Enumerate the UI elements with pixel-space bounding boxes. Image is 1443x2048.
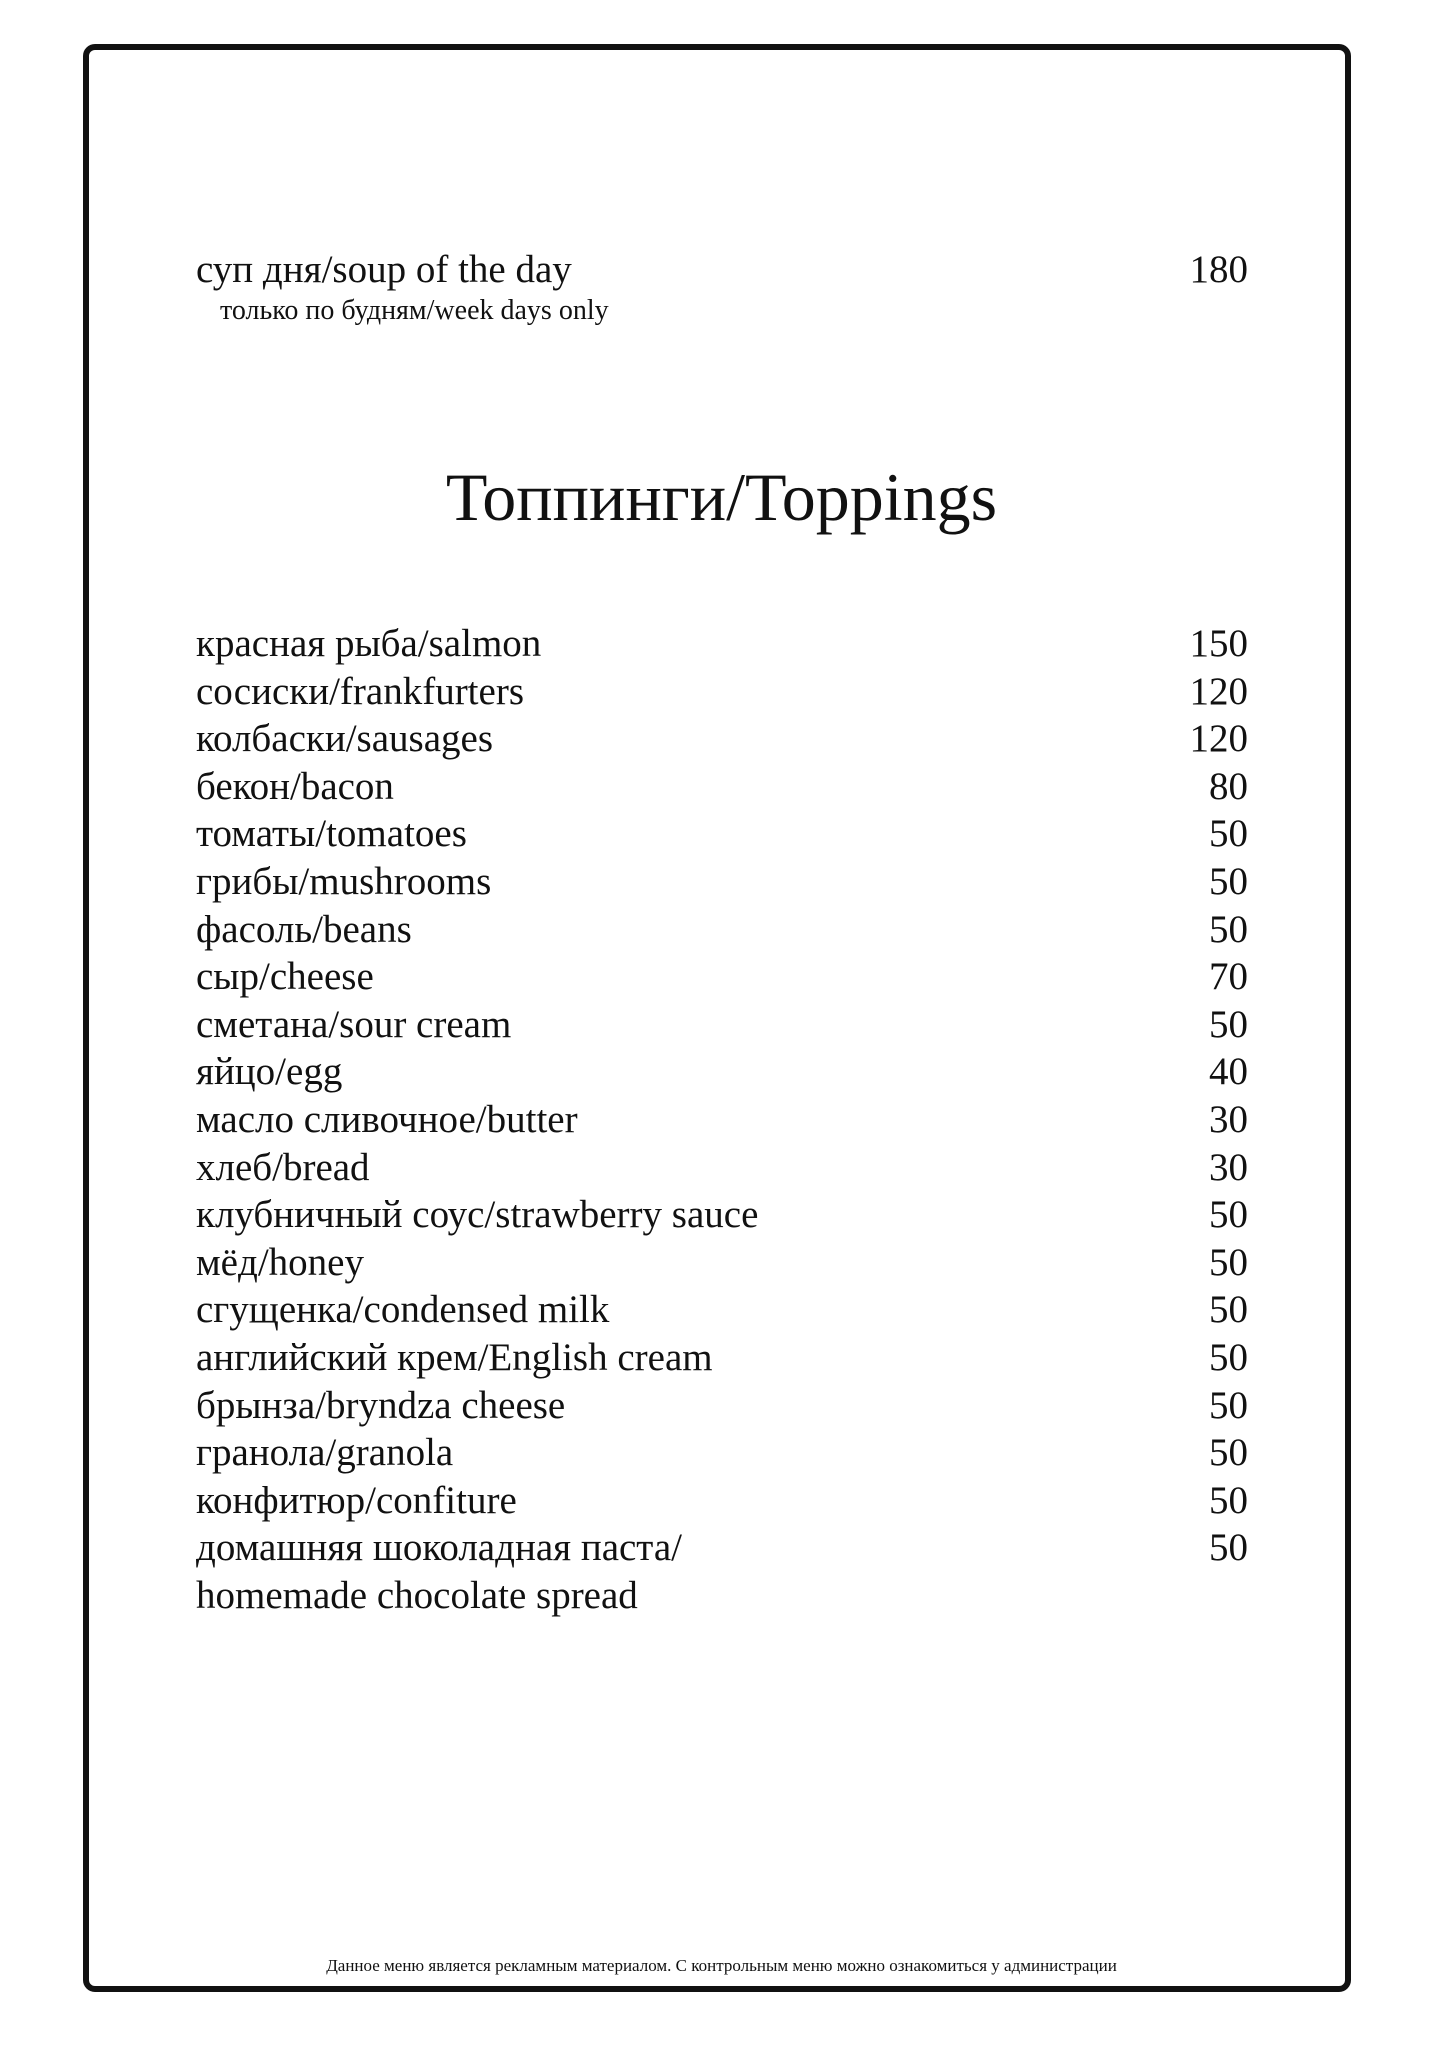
topping-price: 50 — [1209, 1193, 1248, 1237]
topping-price: 50 — [1209, 1240, 1248, 1284]
topping-name: сметана/sour cream — [196, 1002, 512, 1046]
topping-price: 30 — [1209, 1097, 1248, 1141]
topping-price: 70 — [1209, 955, 1248, 999]
toppings-list — [196, 620, 1248, 1619]
footer-disclaimer: Данное меню является рекламным материалом. С контрольным меню можно ознакомиться у администрации — [326, 1956, 1117, 1975]
topping-row — [196, 620, 1248, 668]
topping-name: сыр/cheese — [196, 955, 374, 999]
topping-price: 50 — [1209, 1335, 1248, 1379]
topping-name: фасоль/beans — [196, 907, 412, 951]
topping-row — [196, 1096, 1248, 1144]
topping-name: домашняя шоколадная паста/ homemade chocolate spread — [196, 1526, 682, 1617]
topping-name: сосиски/frankfurters — [196, 669, 524, 713]
topping-price: 50 — [1209, 1002, 1248, 1046]
topping-row — [196, 1191, 1248, 1239]
topping-price: 50 — [1209, 1383, 1248, 1427]
topping-name: гранола/granola — [196, 1431, 454, 1475]
soup-note: только по будням/week days only — [220, 295, 609, 326]
soup-name: суп дня/soup of the day — [196, 248, 572, 291]
topping-row — [196, 858, 1248, 906]
topping-row — [196, 1286, 1248, 1334]
topping-price: 50 — [1209, 1288, 1248, 1332]
topping-name: бекон/bacon — [196, 764, 394, 808]
topping-name: мёд/honey — [196, 1240, 364, 1284]
topping-row — [196, 715, 1248, 763]
topping-price: 50 — [1209, 1431, 1248, 1475]
topping-row — [196, 1429, 1248, 1477]
topping-row — [196, 1334, 1248, 1382]
topping-price: 40 — [1209, 1050, 1248, 1094]
topping-row — [196, 1524, 1248, 1619]
topping-price: 120 — [1189, 669, 1248, 713]
topping-row — [196, 810, 1248, 858]
topping-row — [196, 1048, 1248, 1096]
topping-price: 80 — [1209, 764, 1248, 808]
soup-row — [196, 246, 1248, 294]
topping-name: масло сливочное/butter — [196, 1097, 578, 1141]
topping-name: сгущенка/condensed milk — [196, 1288, 610, 1332]
topping-row — [196, 1144, 1248, 1192]
topping-row — [196, 1001, 1248, 1049]
topping-row — [196, 1382, 1248, 1430]
topping-price: 50 — [1209, 907, 1248, 951]
topping-row — [196, 763, 1248, 811]
topping-name: грибы/mushrooms — [196, 859, 492, 903]
topping-price: 50 — [1209, 1526, 1248, 1570]
topping-name: красная рыба/salmon — [196, 622, 542, 665]
topping-name: брынза/bryndza cheese — [196, 1383, 566, 1427]
topping-price: 50 — [1209, 1478, 1248, 1522]
topping-price: 120 — [1189, 717, 1248, 761]
topping-name: английский крем/English cream — [196, 1335, 713, 1379]
topping-row — [196, 1239, 1248, 1287]
soup-price: 180 — [1189, 248, 1248, 291]
topping-row — [196, 906, 1248, 954]
topping-name: яйцо/egg — [196, 1050, 343, 1094]
soup-of-the-day — [196, 246, 1248, 328]
topping-price: 50 — [1209, 859, 1248, 903]
topping-name: хлеб/bread — [196, 1145, 370, 1189]
toppings-heading: Топпинги/Toppings — [445, 459, 998, 535]
topping-name: конфитюр/confiture — [196, 1478, 517, 1522]
topping-price: 150 — [1189, 622, 1248, 665]
topping-row — [196, 668, 1248, 716]
topping-row — [196, 953, 1248, 1001]
topping-name: клубничный соус/strawberry sauce — [196, 1193, 759, 1237]
topping-name: томаты/tomatoes — [196, 812, 467, 856]
topping-row — [196, 1477, 1248, 1525]
topping-price: 30 — [1209, 1145, 1248, 1189]
topping-price: 50 — [1209, 812, 1248, 856]
topping-name: колбаски/sausages — [196, 717, 493, 761]
